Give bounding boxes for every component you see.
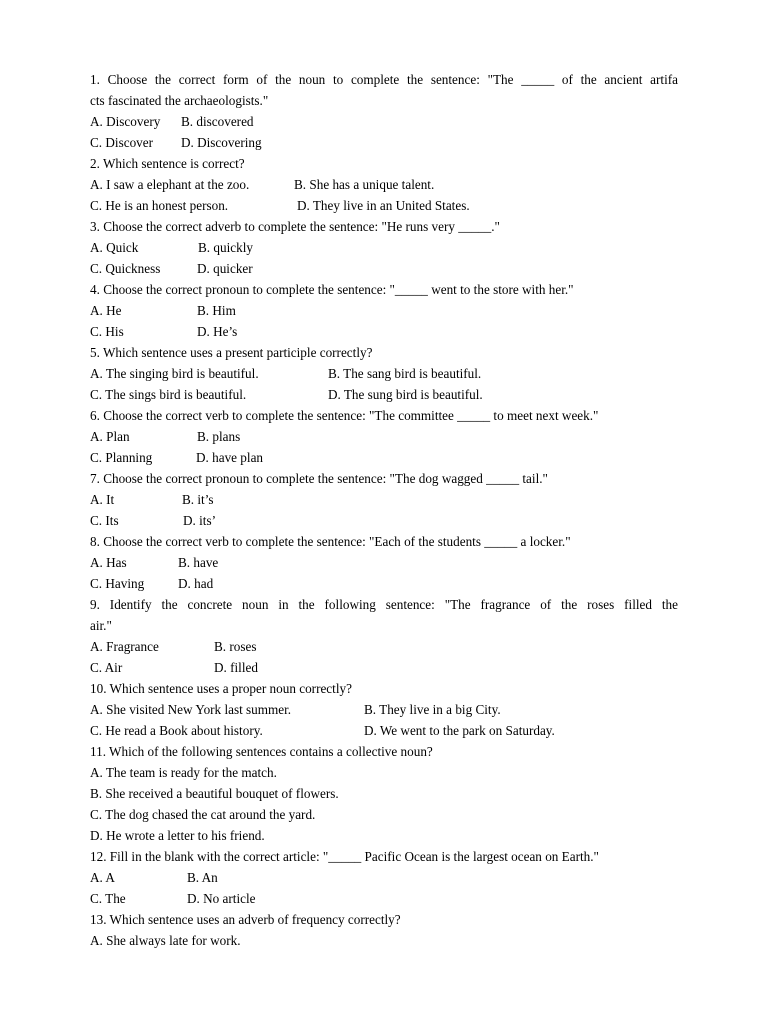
question-7-option-b: B. it’s [182,492,214,507]
question-6-options-row-2 [90,447,678,468]
question-4-option-a: A. He [90,303,122,318]
quiz-content [90,69,678,951]
question-1-options-row-1 [90,111,678,132]
question-9-option-c: C. Air [90,660,123,675]
question-1-option-c: C. Discover [90,135,153,150]
question-13-stem: 13. Which sentence uses an adverb of frequency correctly? [90,912,401,927]
question-1-stem-line-2: cts fascinated the archaeologists." [90,93,269,108]
question-3-option-b: B. quickly [198,240,253,255]
question-1-option-d: D. Discovering [181,135,262,150]
question-10-option-b: B. They live in a big City. [364,702,501,717]
question-6-option-c: C. Planning [90,450,153,465]
question-6-option-d: D. have plan [196,450,264,465]
question-4-stem: 4. Choose the correct pronoun to complete the sentence: "_____ went to the store with her." [90,282,574,297]
question-4-options-row-2 [90,321,678,342]
question-1-option-a: A. Discovery [90,114,161,129]
question-2-option-c: C. He is an honest person. [90,198,229,213]
question-9-stem-line-1: 9. Identify the concrete noun in the following sentence: "The fragrance of the roses filled the [90,597,678,612]
question-10-options-row-1 [90,699,678,720]
question-5-options-row-1 [90,363,678,384]
question-9-options-row-2 [90,657,678,678]
question-3-stem: 3. Choose the correct adverb to complete the sentence: "He runs very _____." [90,219,500,234]
question-1-option-b: B. discovered [181,114,254,129]
question-3-options-row-2 [90,258,678,279]
question-5-option-c: C. The sings bird is beautiful. [90,387,247,402]
question-10-option-c: C. He read a Book about history. [90,723,263,738]
question-5-option-a: A. The singing bird is beautiful. [90,366,259,381]
question-4-option-d: D. He’s [197,324,238,339]
question-4-option-b: B. Him [197,303,236,318]
question-7-option-a: A. It [90,492,115,507]
question-8-option-a: A. Has [90,555,127,570]
question-2-options-row-1 [90,174,678,195]
question-9-stem-line-2: air." [90,618,112,633]
question-3-options-row-1 [90,237,678,258]
question-5-option-d: D. The sung bird is beautiful. [328,387,483,402]
question-10-option-d: D. We went to the park on Saturday. [364,723,555,738]
question-12-options-row-2 [90,888,678,909]
question-4-option-c: C. His [90,324,124,339]
question-3-option-d: D. quicker [197,261,253,276]
question-8-options-row-1 [90,552,678,573]
question-8-option-b: B. have [178,555,219,570]
question-2-options-row-2 [90,195,678,216]
question-12-stem: 12. Fill in the blank with the correct article: "_____ Pacific Ocean is the largest ocean on Earth." [90,849,599,864]
question-2-stem: 2. Which sentence is correct? [90,156,245,171]
question-5-stem: 5. Which sentence uses a present participle correctly? [90,345,373,360]
question-6-option-b: B. plans [197,429,241,444]
question-7-options-row-2 [90,510,678,531]
question-11-option-b: B. She received a beautiful bouquet of flowers. [90,786,339,801]
question-5-options-row-2 [90,384,678,405]
question-12-options-row-1 [90,867,678,888]
question-11-option-a: A. The team is ready for the match. [90,765,277,780]
question-2-option-b: B. She has a unique talent. [294,177,435,192]
question-12-option-d: D. No article [187,891,256,906]
question-8-stem: 8. Choose the correct verb to complete the sentence: "Each of the students _____ a locker." [90,534,571,549]
question-6-option-a: A. Plan [90,429,130,444]
question-5-option-b: B. The sang bird is beautiful. [328,366,482,381]
question-7-option-d: D. its’ [183,513,216,528]
question-9-options-row-1 [90,636,678,657]
question-10-stem: 10. Which sentence uses a proper noun correctly? [90,681,352,696]
question-9-option-a: A. Fragrance [90,639,159,654]
question-11-option-d: D. He wrote a letter to his friend. [90,828,265,843]
question-12-option-b: B. An [187,870,218,885]
question-2-option-d: D. They live in an United States. [297,198,470,213]
question-12-option-a: A. A [90,870,115,885]
question-11-option-c: C. The dog chased the cat around the yard. [90,807,316,822]
question-9-option-b: B. roses [214,639,257,654]
question-2-option-a: A. I saw a elephant at the zoo. [90,177,250,192]
question-9-option-d: D. filled [214,660,258,675]
question-13-option-a: A. She always late for work. [90,933,241,948]
question-7-option-c: C. Its [90,513,119,528]
question-8-option-d: D. had [178,576,214,591]
question-8-options-row-2 [90,573,678,594]
question-11-stem: 11. Which of the following sentences contains a collective noun? [90,744,433,759]
question-8-option-c: C. Having [90,576,145,591]
question-1-options-row-2 [90,132,678,153]
question-3-option-c: C. Quickness [90,261,161,276]
question-6-stem: 6. Choose the correct verb to complete the sentence: "The committee _____ to meet next week." [90,408,599,423]
question-7-options-row-1 [90,489,678,510]
question-3-option-a: A. Quick [90,240,139,255]
question-4-options-row-1 [90,300,678,321]
question-10-options-row-2 [90,720,678,741]
question-1-stem-line-1: 1. Choose the correct form of the noun to complete the sentence: "The _____ of the ancient artifa [90,72,678,87]
question-6-options-row-1 [90,426,678,447]
question-10-option-a: A. She visited New York last summer. [90,702,292,717]
question-7-stem: 7. Choose the correct pronoun to complete the sentence: "The dog wagged _____ tail." [90,471,548,486]
question-12-option-c: C. The [90,891,126,906]
